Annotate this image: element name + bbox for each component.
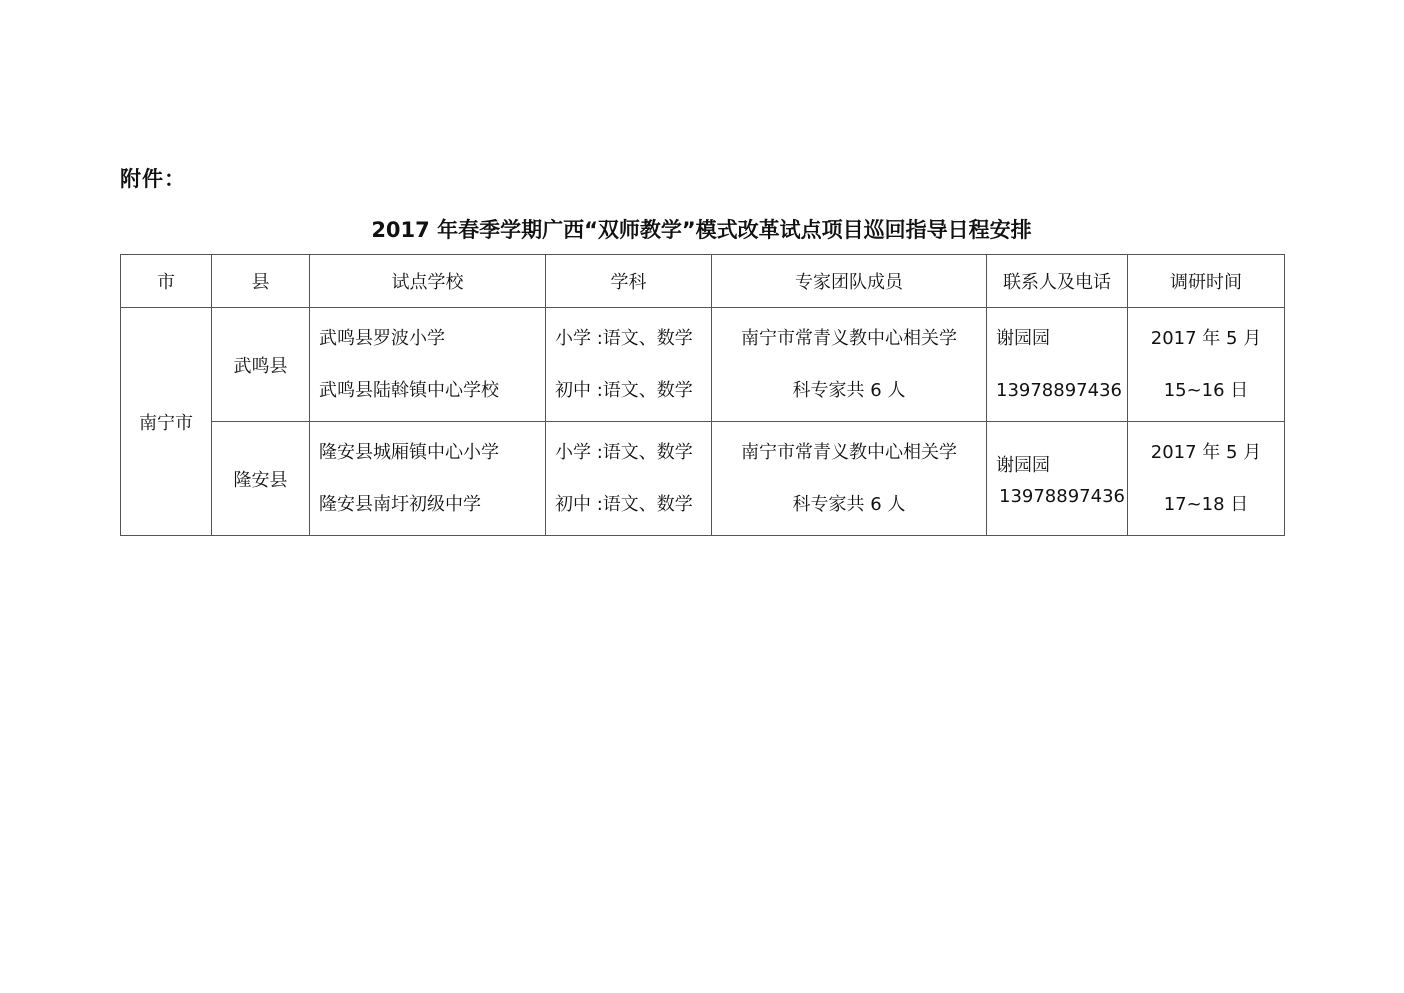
county-cell: 隆安县 [212, 422, 310, 536]
expert-line: 科专家共 6 人 [792, 493, 906, 515]
expert-cell [712, 422, 987, 536]
city-cell: 南宁市 [121, 308, 212, 536]
school-cell [310, 422, 546, 536]
contact-phone: 13978897436 [999, 485, 1125, 507]
column-header-research-time: 调研时间 [1128, 255, 1285, 308]
time-cell [1128, 422, 1285, 536]
attachment-label: 附件： [120, 167, 186, 191]
column-header-contact: 联系人及电话 [987, 255, 1128, 308]
school-name: 隆安县城厢镇中心小学 [319, 441, 499, 463]
expert-cell [712, 308, 987, 422]
column-header-pilot-school: 试点学校 [310, 255, 546, 308]
column-header-city: 市 [121, 255, 212, 308]
expert-line: 南宁市常青义教中心相关学 [741, 441, 957, 463]
school-name: 武鸣县陆斡镇中心学校 [319, 379, 499, 401]
expert-line: 科专家共 6 人 [792, 379, 906, 401]
subject-line: 初中 :语文、数学 [555, 493, 693, 515]
time-line: 2017 年 5 月 [1150, 441, 1262, 463]
time-line: 15~16 日 [1163, 379, 1249, 401]
subject-cell [546, 308, 712, 422]
table-row [121, 308, 1285, 422]
subject-cell [546, 422, 712, 536]
school-cell [310, 308, 546, 422]
page-title: 2017 年春季学期广西“双师教学”模式改革试点项目巡回指导日程安排 [371, 218, 1032, 242]
time-line: 17~18 日 [1163, 493, 1249, 515]
contact-name: 谢园园 [996, 454, 1050, 476]
time-line: 2017 年 5 月 [1150, 327, 1262, 349]
contact-cell [987, 308, 1128, 422]
school-name: 武鸣县罗波小学 [319, 327, 445, 349]
subject-line: 小学 :语文、数学 [555, 327, 693, 349]
column-header-expert-team: 专家团队成员 [712, 255, 987, 308]
contact-cell [987, 422, 1128, 536]
schedule-table [120, 254, 1285, 536]
contact-phone: 13978897436 [996, 379, 1122, 401]
subject-line: 小学 :语文、数学 [555, 441, 693, 463]
subject-line: 初中 :语文、数学 [555, 379, 693, 401]
table-header-row [121, 255, 1285, 308]
time-cell [1128, 308, 1285, 422]
contact-name: 谢园园 [996, 327, 1050, 349]
column-header-county: 县 [212, 255, 310, 308]
county-cell: 武鸣县 [212, 308, 310, 422]
school-name: 隆安县南圩初级中学 [319, 493, 481, 515]
column-header-subject: 学科 [546, 255, 712, 308]
table-row [121, 422, 1285, 536]
expert-line: 南宁市常青义教中心相关学 [741, 327, 957, 349]
